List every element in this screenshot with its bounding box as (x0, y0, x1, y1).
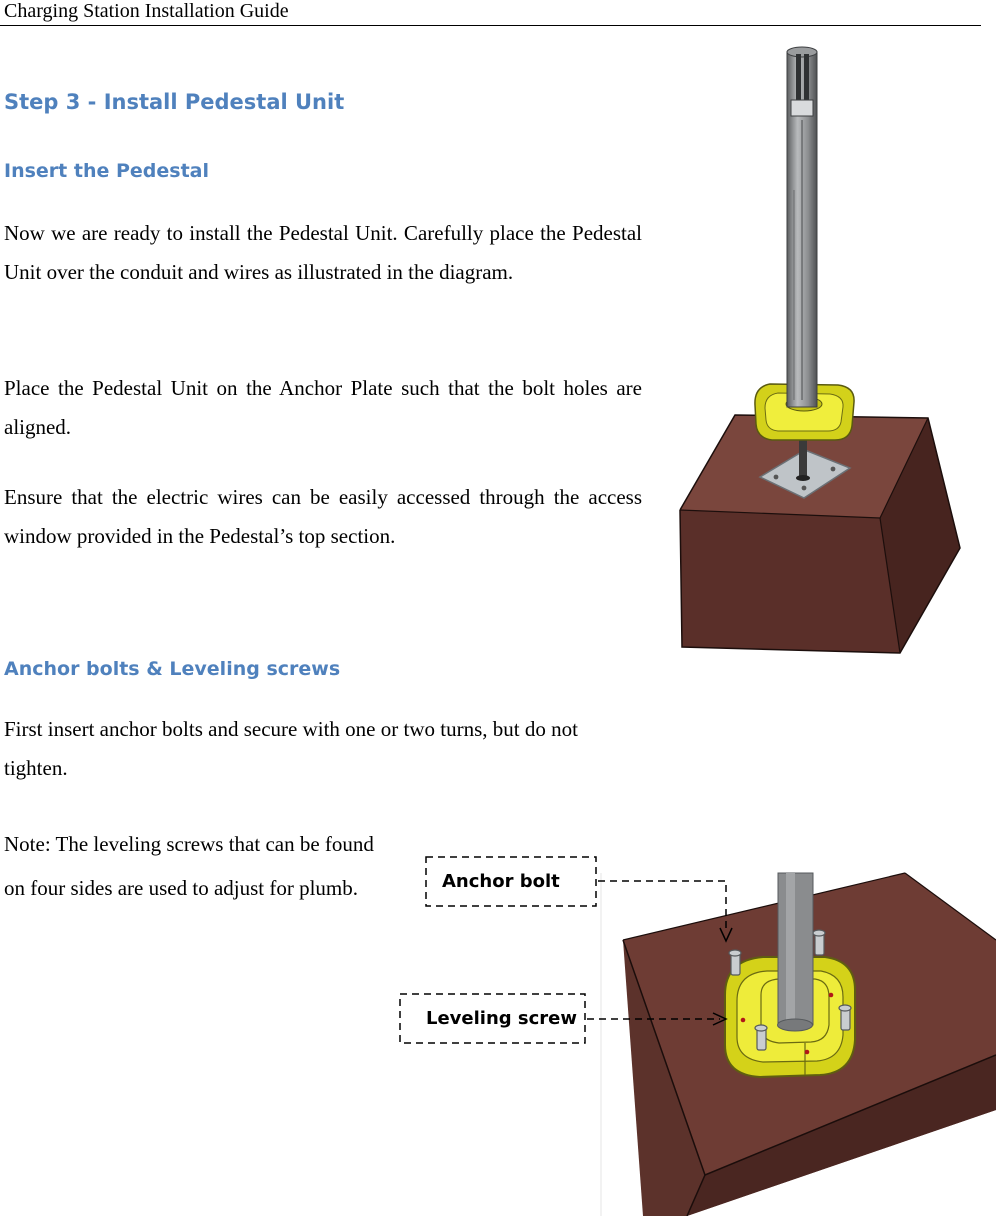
section-title: Step 3 - Install Pedestal Unit (4, 90, 345, 114)
paragraph-place-pedestal: Now we are ready to install the Pedestal Unit. Carefully place the Pedestal Unit over the conduit and wires as illustrated in the diagram. (4, 221, 642, 284)
leveling-screw-callout-label: Leveling screw (426, 1008, 578, 1029)
pole-closeup (778, 873, 813, 1025)
paragraph-leveling-note: Note: The leveling screws that can be found on four sides are used to adjust for plumb. (4, 832, 374, 900)
subheading-insert-pedestal: Insert the Pedestal (4, 160, 209, 182)
paragraph-align-holes: Place the Pedestal Unit on the Anchor Plate such that the bolt holes are aligned. (4, 376, 642, 439)
subheading-anchor-bolts: Anchor bolts & Leveling screws (4, 658, 341, 680)
running-header: Charging Station Installation Guide (4, 0, 289, 22)
paragraph-access-window: Ensure that the electric wires can be easily accessed through the access window provided in the Pedestal’s top section. (4, 485, 642, 548)
anchor-bolt-callout-label: Anchor bolt (442, 871, 560, 892)
header-rule (0, 25, 981, 26)
paragraph-insert-anchor-bolts: First insert anchor bolts and secure with one or two turns, but do not tighten. (4, 717, 578, 780)
pedestal-installation-diagram (670, 40, 970, 660)
anchor-leveling-diagram (395, 845, 996, 1216)
